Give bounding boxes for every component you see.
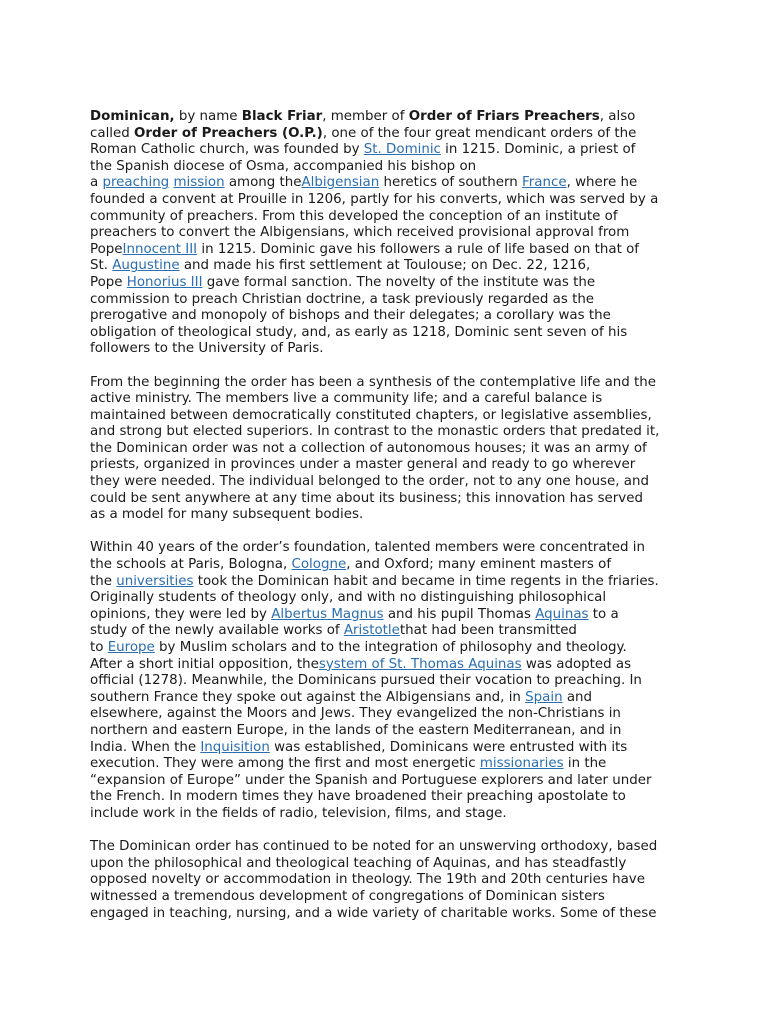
text-run: in the <box>563 756 607 772</box>
text-line <box>90 590 682 607</box>
text-run: as a model for many subsequent bodies. <box>90 507 364 523</box>
text-run: by Muslim scholars and to the integration of philosophy and theology. <box>154 640 627 655</box>
text-run: The Dominican order has continued to be noted for an unswerving orthodoxy, based <box>90 839 658 855</box>
text-link[interactable]: Aquinas <box>535 606 589 622</box>
text-run: followers to the University of Paris. <box>90 341 324 357</box>
text-run: northern and eastern Europe, in the lands of the eastern Mediterranean, and in <box>90 722 622 738</box>
text-run: , one of the four great mendicant orders of the <box>322 125 637 141</box>
text-link[interactable]: Cologne <box>291 557 347 573</box>
text-link[interactable]: mission <box>173 175 225 191</box>
text-run: Roman Catholic church, was founded by <box>90 142 364 158</box>
text-line <box>90 690 682 707</box>
text-run: could be sent anywhere at any time about its business; this innovation has served <box>90 490 643 506</box>
text-run: Within 40 years of the order’s foundation, talented members were concentrated in <box>90 540 645 556</box>
text-line <box>90 192 682 209</box>
text-run: Pope <box>90 274 127 290</box>
text-line <box>90 806 682 823</box>
text-run: “expansion of Europe” under the Spanish and Portuguese explorers and later under <box>90 772 652 788</box>
text-run: execution. They were among the first and most energetic <box>90 756 480 772</box>
text-line <box>90 491 682 508</box>
text-run: called <box>90 125 135 141</box>
text-link[interactable]: system of St. Thomas Aquinas <box>318 656 522 672</box>
text-link[interactable]: Inquisition <box>200 739 270 755</box>
text-link[interactable]: universities <box>116 573 194 589</box>
paragraph <box>90 540 682 822</box>
text-link[interactable]: missionaries <box>479 756 564 772</box>
text-line <box>90 507 682 524</box>
text-run: the <box>90 573 117 589</box>
text-run: the Spanish diocese of Osma, accompanied his bishop on <box>90 158 477 174</box>
text-line <box>90 242 682 259</box>
text-run: study of the newly available works of <box>90 623 344 639</box>
text-run: engaged in teaching, nursing, and a wide variety of charitable works. Some of these <box>90 905 657 921</box>
text-line <box>90 789 682 806</box>
text-line <box>90 209 682 226</box>
text-line <box>90 540 682 557</box>
text-line <box>90 740 682 757</box>
text-run: community of preachers. From this developed the conception of an institute of <box>90 208 618 224</box>
text-line <box>90 640 682 657</box>
text-run: , also <box>599 109 636 124</box>
text-link[interactable]: Aristotle <box>343 623 400 639</box>
text-line <box>90 706 682 723</box>
text-run: gave formal sanction. The novelty of the institute was the <box>202 274 596 290</box>
text-run: that had been transmitted <box>399 623 577 639</box>
text-line <box>90 441 682 458</box>
paragraph <box>90 375 682 524</box>
text-line <box>90 756 682 773</box>
text-run: maintained between democratically constituted chapters, or legislative assemblies, <box>90 407 652 423</box>
text-line <box>90 159 682 176</box>
text-run: Originally students of theology only, and with no distinguishing philosophical <box>90 590 607 606</box>
text-line <box>90 292 682 309</box>
text-line <box>90 457 682 474</box>
text-run: active ministry. The members live a community life; and a careful balance is <box>90 391 603 407</box>
text-run: in 1215. Dominic gave his followers a rule of life based on that of <box>197 241 639 257</box>
text-run: among the <box>224 175 302 191</box>
text-line <box>90 773 682 790</box>
text-run: the Dominican order was not a collection of autonomous houses; it was an army of <box>90 440 647 456</box>
text-link[interactable]: Innocent III <box>122 241 198 257</box>
text-run: took the Dominican habit and became in time regents in the friaries. <box>193 573 659 589</box>
text-run: include work in the fields of radio, television, films, and stage. <box>90 805 507 821</box>
text-run: by name <box>174 109 242 124</box>
paragraph <box>90 839 682 922</box>
text-run: the schools at Paris, Bologna, <box>90 557 292 573</box>
text-link[interactable]: France <box>522 175 567 191</box>
bold-text: Order of Friars Preachers <box>408 109 600 124</box>
text-line <box>90 607 682 624</box>
text-line <box>90 308 682 325</box>
text-link[interactable]: Europe <box>107 640 155 655</box>
text-run: in 1215. Dominic, a priest of <box>440 142 636 158</box>
bold-text: Black Friar <box>241 109 323 124</box>
text-run: Pope <box>90 241 123 257</box>
text-link[interactable]: Albigensian <box>301 175 380 191</box>
text-line <box>90 341 682 358</box>
text-line <box>90 408 682 425</box>
text-run: opinions, they were led by <box>90 606 272 622</box>
text-link[interactable]: Augustine <box>112 258 180 274</box>
text-run: elsewhere, against the Moors and Jews. They evangelized the non-Christians in <box>90 706 621 722</box>
text-run: a <box>90 175 103 191</box>
text-run: southern France they spoke out against the Albigensians and, in <box>90 689 526 705</box>
text-run: was established, Dominicans were entrusted with its <box>269 739 628 755</box>
text-line <box>90 856 682 873</box>
text-run: they were needed. The individual belonged to the order, not to any one house, and <box>90 474 649 490</box>
text-run: and <box>562 689 593 705</box>
text-line <box>90 574 682 591</box>
text-run: and his pupil Thomas <box>383 606 536 622</box>
paragraph <box>90 109 682 358</box>
text-run: to a <box>588 606 619 622</box>
text-run: St. <box>90 258 113 274</box>
text-run: was adopted as <box>521 656 632 672</box>
text-run: witnessed a tremendous development of congregations of Dominican sisters <box>90 888 605 904</box>
text-line <box>90 258 682 275</box>
text-run: the French. In modern times they have broadened their preaching apostolate to <box>90 789 626 805</box>
text-line <box>90 175 682 192</box>
text-line <box>90 109 682 126</box>
bold-text: Order of Preachers (O.P.) <box>134 125 323 141</box>
text-line <box>90 723 682 740</box>
text-run: heretics of southern <box>379 175 523 191</box>
document-page <box>90 109 682 939</box>
text-line <box>90 225 682 242</box>
text-line <box>90 839 682 856</box>
text-run: commission to preach Christian doctrine, a task previously regarded as the <box>90 291 595 307</box>
text-link[interactable]: preaching <box>102 175 170 191</box>
text-run: obligation of theological study, and, as early as 1218, Dominic sent seven of his <box>90 324 628 340</box>
text-line <box>90 889 682 906</box>
text-run: preachers to convert the Albigensians, which received provisional approval from <box>90 225 630 241</box>
text-line <box>90 391 682 408</box>
bold-text: Dominican, <box>90 109 175 124</box>
text-run: India. When the <box>90 739 201 755</box>
text-run: official (1278). Meanwhile, the Dominicans pursued their vocation to preaching. In <box>90 673 642 689</box>
text-run: and made his first settlement at Toulouse; on Dec. 22, 1216, <box>179 258 591 274</box>
text-line <box>90 142 682 159</box>
text-run: opposed novelty or accommodation in theology. The 19th and 20th centuries have <box>90 872 645 888</box>
text-run: priests, organized in provinces under a master general and ready to go wherever <box>90 457 636 473</box>
text-run: and strong but elected superiors. In contrast to the monastic orders that predated it, <box>90 424 660 440</box>
text-run: , and Oxford; many eminent masters of <box>346 557 612 573</box>
text-line <box>90 424 682 441</box>
text-link[interactable]: Spain <box>525 689 563 705</box>
text-line <box>90 557 682 574</box>
text-line <box>90 275 682 292</box>
text-run: , member of <box>322 109 409 124</box>
text-line <box>90 375 682 392</box>
text-line <box>90 474 682 491</box>
text-run: founded a convent at Prouille in 1206, partly for his converts, which was served by a <box>90 191 659 207</box>
text-run: , where he <box>566 175 638 191</box>
text-link[interactable]: Albertus Magnus <box>271 606 384 622</box>
text-line <box>90 906 682 923</box>
text-link[interactable]: St. Dominic <box>363 142 441 158</box>
text-run: After a short initial opposition, the <box>90 656 319 672</box>
text-run: upon the philosophical and theological teaching of Aquinas, and has steadfastly <box>90 855 627 871</box>
text-line <box>90 657 682 674</box>
text-run: prerogative and monopoly of bishops and their delegates; a corollary was the <box>90 308 611 324</box>
text-line <box>90 325 682 342</box>
text-run: to <box>90 640 108 655</box>
text-line <box>90 872 682 889</box>
text-line <box>90 623 682 640</box>
text-link[interactable]: Honorius III <box>126 274 203 290</box>
text-line <box>90 673 682 690</box>
text-run: From the beginning the order has been a synthesis of the contemplative life and the <box>90 374 657 390</box>
text-line <box>90 126 682 143</box>
